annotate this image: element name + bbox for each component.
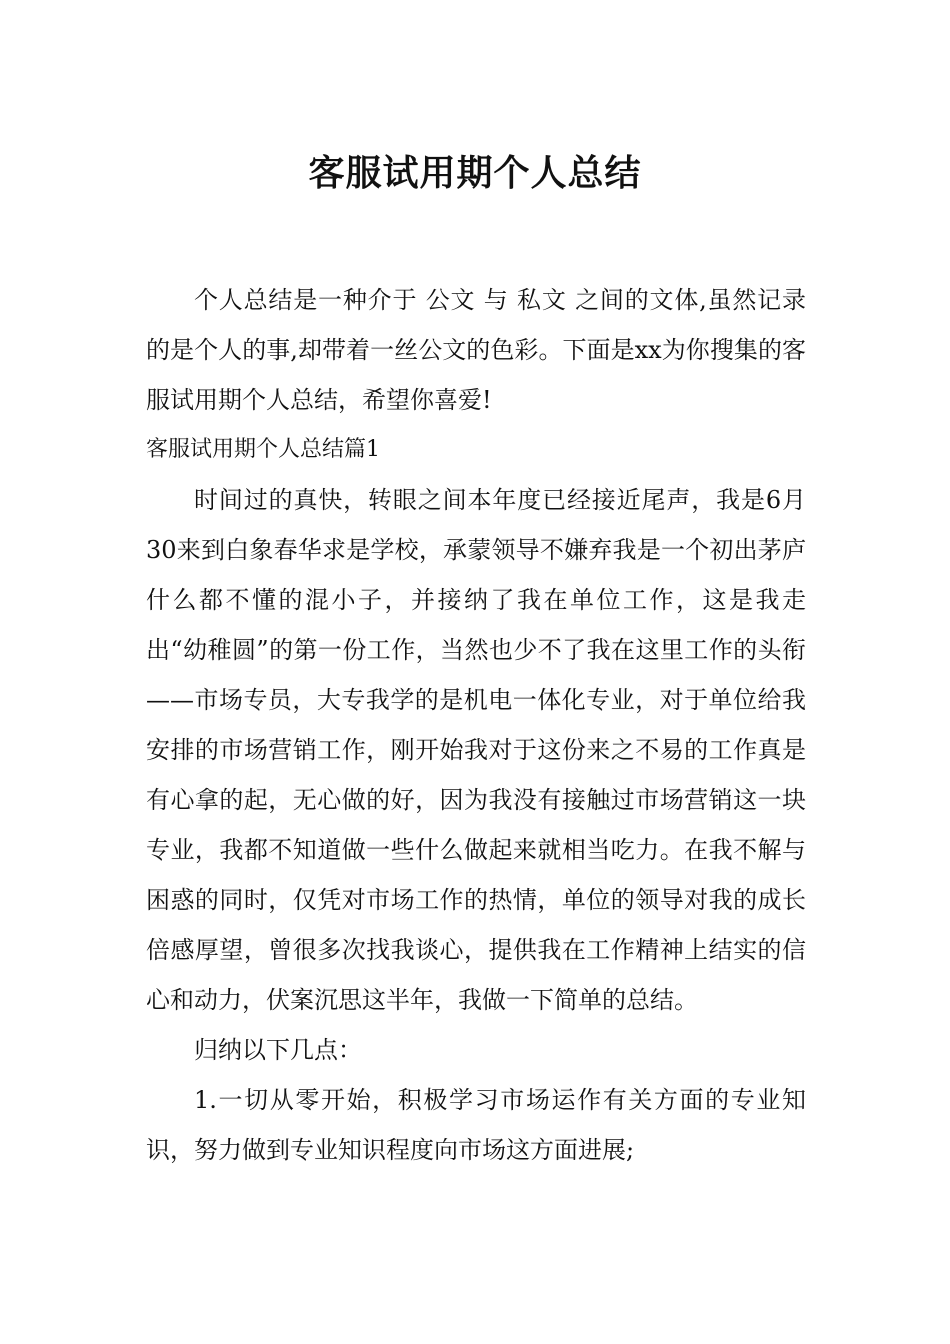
document-body xyxy=(146,275,806,1175)
section-heading: 客服试用期个人总结篇1 xyxy=(146,437,380,462)
body-paragraph-2: 归纳以下几点： xyxy=(194,1036,362,1064)
body-paragraph-1: 时间过的真快，转眼之间本年度已经接近尾声，我是6月30来到白象春华求是学校，承蒙领导不嫌弃我是一个初出茅庐什么都不懂的混小子，并接纳了我在单位工作，这是我走出“幼稚圆”的第一份工作，当然也少不了我在这里工作的头衔——市场专员，大专我学的是机电一体化专业，对于单位给我安排的市场营销工作，刚开始我对于这份来之不易的工作真是有心拿的起，无心做的好，因为我没有接触过市场营销这一块专业，我都不知道做一些什么做起来就相当吃力。在我不解与困惑的同时，仅凭对市场工作的热情，单位的领导对我的成长倍感厚望，曾很多次找我谈心，提供我在工作精神上结实的信心和动力，伏案沉思这半年，我做一下简单的总结。 xyxy=(146,486,806,1014)
body-paragraph-3: 1.一切从零开始，积极学习市场运作有关方面的专业知识，努力做到专业知识程度向市场这方面进展; xyxy=(146,1086,806,1164)
document-title: 客服试用期个人总结 xyxy=(308,153,642,195)
intro-paragraph: 个人总结是一种介于 公文 与 私文 之间的文体,虽然记录的是个人的事,却带着一丝公文的色彩。下面是xx为你搜集的客服试用期个人总结，希望你喜爱! xyxy=(146,286,806,414)
